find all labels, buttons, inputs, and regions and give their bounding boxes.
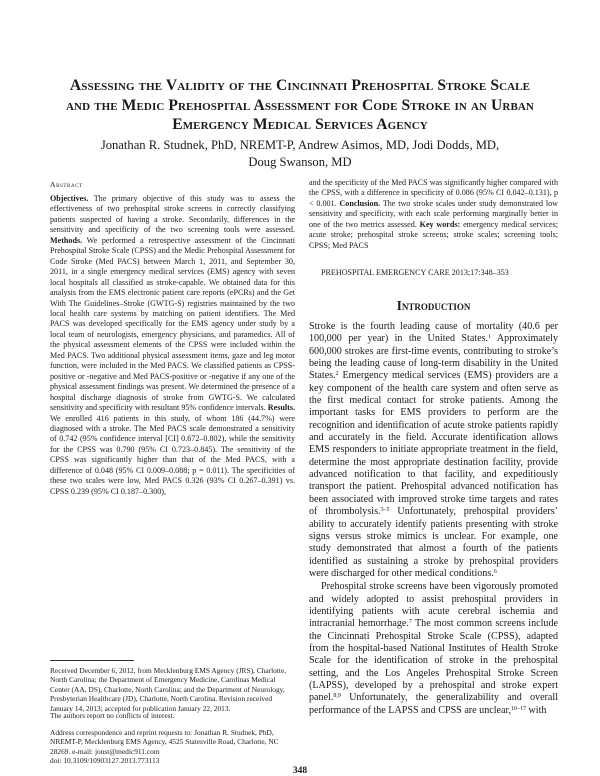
footnote-received — [50, 666, 295, 713]
abstract-continuation — [309, 178, 558, 251]
text-run: Prehospital stroke screens have been vigorously promoted and widely adopted to assist prehospital providers in identifying patients with acute cerebral ischemia and intracranial hemorrhage. — [309, 581, 558, 630]
conclusion-label: Conclusion. — [339, 198, 381, 208]
text-run: The most common screens include the Cincinnati Prehospital Stroke Scale (CPSS), adapted from the hospital-based National Institutes of Health Stroke Scale for the identification of stroke in the prehospital setting, and the Los Angeles Prehospital Stroke Screen (LAPSS), developed by a prehospital and stroke expert panel. — [309, 618, 558, 704]
text-run: Unfortunately, prehospital providers’ ability to accurately identify patients presenting with stroke signs versus stroke mimics is unclear. For example, one study demonstrated that almost a fourth of the patients identified as sustaining a stroke by prehospital providers were discharged for other medical conditions. — [309, 506, 558, 579]
text-run: Unfortunately, the generalizability and overall performance of the LAPSS and CPSS are unclear, — [309, 692, 558, 716]
conclusion-text: The two stroke scales under study demonstrated low sensitivity and specificity, with each scale performing marginally better in one of the two metrics assessed. — [309, 198, 558, 229]
introduction-heading: Introduction — [396, 298, 471, 313]
footnote-conflicts — [50, 711, 295, 720]
introduction-body — [309, 321, 558, 717]
citation-ref: 10–17 — [510, 705, 526, 712]
text-run: Emergency medical services (EMS) providers are a key component of the health care system and often serve as the first medical contact for stroke patients. Among the important tasks for EMS providers to perform are the recognition and identification of acute stroke patients rapidly and accurately in the field. Accurate identification allows EMS responders to initiate appropriate treatment in the field, determine the most appropriate destination facility, provide advanced notification to that facility, and expeditiously transport the patient. Prehospital advanced notification has been associated with improved stroke time targets and rates of thrombolysis. — [309, 370, 558, 518]
title-line-1: Assessing the Validity of the Cincinnati Prehospital Stroke Scale — [69, 77, 531, 94]
intro-paragraph-2 — [309, 581, 558, 717]
intro-paragraph-1 — [309, 321, 558, 580]
keywords-text: emergency medical services; acute stroke; prehospital stroke screens; stroke scales; screening tools; CPSS; Med PACS — [309, 219, 559, 250]
correspondence-note: Address correspondence and reprint requests to: Jonathan R. Studnek, PhD, NREMT-P, Mecklenburg EMS Agency, 4525 Statesville Road, Charlotte, NC 28269. e-mail: jonst@medic911.com — [50, 728, 279, 756]
methods-text: We performed a retrospective assessment of the Cincinnati Prehospital Stroke Scale (CPSS) and the Medic Prehospital Assessment for Code Stroke (Med PACS) between March 1, 2011, and September 30, 2011, in a single emergency medical services (EMS) agency with seven local hospitals all classified as stroke-capable. We obtained data for this analysis from the EMS electronic patient care reports (ePCRs) and the Get With The Guidelines–Stroke (GWTG-S) registries maintained by the two local health care systems by matching on patient identifiers. The Med PACS was developed specifically for the EMS agency under study by a local team of neurologists, emergency physicians, and paramedics. All of the physical assessment elements of the CPSS were included within the Med PACS. Two additional physical assessment items, gaze and leg motor function, were included in the Med PACS. We classified patients as CPSS-positive or -negative and Med PACS-positive or -negative if any one of the physical assessment findings was present. We determined the presence of a hospital discharge diagnosis of stroke from GWTG-S. We calculated sensitivity and specificity with resultant 95% confidence intervals. — [50, 235, 295, 413]
doi-note: doi: 10.3109/10903127.2013.773113 — [50, 756, 160, 765]
citation-ref: 2 — [335, 371, 339, 378]
journal-citation: PREHOSPITAL EMERGENCY CARE 2013;17:348–353 — [321, 268, 509, 277]
author-line-1: Jonathan R. Studnek, PhD, NREMT-P, Andrew Asimos, MD, Jodi Dodds, MD, — [100, 138, 500, 152]
footnote-divider — [50, 660, 134, 661]
title-line-3: Emergency Medical Services Agency — [172, 116, 428, 133]
results-text: We enrolled 416 patients in this study, of whom 186 (44.7%) were diagnosed with a stroke. The Med PACS scale demonstrated a sensitivity of 0.742 (95% confidence interval [CI] 0.672–0.802), while the sensitivity for the CPSS was 0.790 (95% CI 0.723–0.845). The sensitivity of the CPSS was significantly higher than that of the Med PACS, with a difference of 0.048 (95% CI 0.009–0.088; p = 0.011). The specificities of these two scales were low, Med PACS 0.326 (93% CI 0.267–0.391) vs. CPSS 0.239 (95% CI 0.187–0.300), — [50, 413, 295, 496]
objectives-text: The primary objective of this study was to assess the effectiveness of two prehospital stroke screens in correctly classifying patients suspected of having a stroke. Secondarily, differences in the sensitivity and specificity of the two screening tools were assessed. — [50, 194, 295, 235]
conflicts-note: The authors report no conflicts of interest. — [50, 711, 175, 720]
page-number: 348 — [292, 766, 308, 776]
results-label: Results. — [267, 403, 295, 413]
abstract-body — [50, 194, 295, 497]
author-list — [40, 137, 560, 171]
citation-ref: 8,9 — [333, 693, 341, 700]
footnote-correspondence — [50, 728, 295, 756]
results-continuation: and the specificity of the Med PACS was significantly higher compared with the CPSS, with a difference in specificity of 0.086 (95% CI 0.042–0.131), p < 0.001. — [309, 178, 558, 208]
objectives-label: Objectives. — [50, 194, 89, 203]
abstract-heading: Abstract — [50, 180, 83, 189]
text-run: Stroke is the fourth leading cause of mortality (40.6 per 100,000 per year) in the United States. — [309, 321, 558, 345]
article-title — [40, 76, 560, 135]
title-line-2: and the Medic Prehospital Assessment for Code Stroke in an Urban — [66, 96, 534, 114]
keywords-label: Key words: — [419, 219, 461, 229]
methods-label: Methods. — [50, 235, 83, 245]
citation-ref: 7 — [408, 619, 412, 626]
text-run: Approximately 600,000 strokes are first-time events, contributing to stroke’s being the leading cause of long-term disability in the United States. — [309, 333, 559, 382]
citation-ref: 1 — [488, 334, 492, 341]
footnote-doi — [50, 756, 295, 765]
citation-ref: 6 — [493, 568, 497, 575]
text-run: with — [525, 704, 547, 716]
received-note: Received December 6, 2012, from Mecklenburg EMS Agency (JRS), Charlotte, North Carolina; the Department of Emergency Medicine, Carolinas Medical Center (AA, DS), Charlotte, North Carolina; and the Department of Neurology, Presbyterian Healthcare (JD), Charlotte, North Carolina. Revision received January 14, 2013; accepted for publication January 22, 2013. — [50, 666, 287, 713]
author-line-2: Doug Swanson, MD — [248, 155, 352, 169]
citation-ref: 3–5 — [380, 507, 390, 514]
